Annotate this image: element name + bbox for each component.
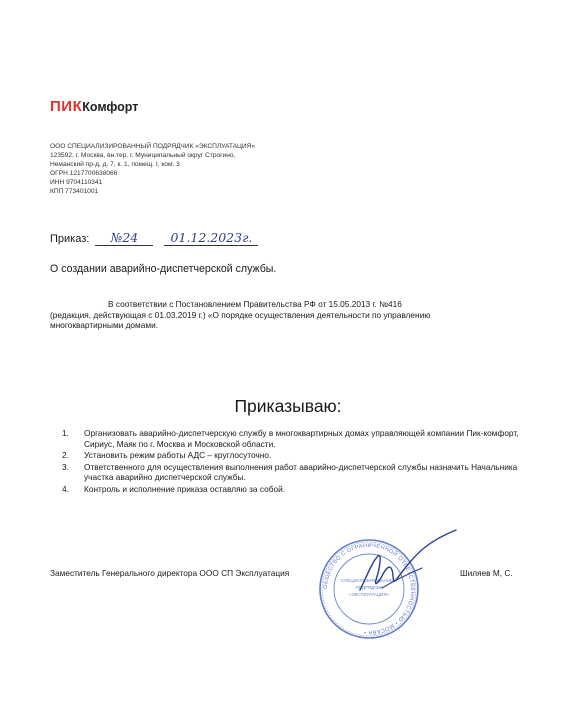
company-kpp: КПП 773401001 [50,187,99,195]
order-item [62,450,532,461]
basis-line-1: В соответствии с Постановлением Правительства РФ от 15.05.2013 г. №416 [108,299,402,309]
stamp-inner-text-1: СПЕЦИАЛИЗИРОВАННЫЙ [341,578,397,583]
handwritten-signature [352,528,460,608]
item-number: 4. [62,483,69,494]
order-line [50,230,258,246]
logo-brand-dark: Комфорт [82,100,139,114]
stamp-inner-text-3: «ЭКСПЛУАТАЦИЯ» [349,592,389,597]
company-address-1: 123592, г. Москва, вн.тер. г. Муниципальный округ Строгино, [50,151,236,159]
order-heading: Приказываю: [234,396,342,416]
stamp-inner-text-2: ПОДРЯДЧИК [355,585,383,590]
stamp-outer-text: ОБЩЕСТВО С ОГРАНИЧЕННОЙ ОТВЕТСТВЕННОСТЬЮ • МОСКВА • [322,542,416,636]
company-address-2: Неманский пр-д, д. 7, к. 1, помещ. I, ком. 3 [50,160,180,168]
item-text: Ответственного для осуществления выполнения работ аварийно-диспетчерской службы назначить Начальника участка аварийно диспетчерской службы. [84,461,518,483]
order-items [62,428,532,496]
order-subject: О создании аварийно-диспетчерской службы. [50,263,277,275]
basis-line-2: (редакция, действующая с 01.03.2019 г.) «О порядке осуществления деятельности по управлению [50,309,431,320]
company-details [50,143,255,196]
item-number: 1. [62,428,69,438]
item-number: 3. [62,461,69,472]
company-logo [50,98,138,115]
company-ogrn: ОГРН 1217700638066 [50,169,118,177]
order-date-line [164,230,258,246]
item-text: Контроль и исполнение приказа оставляю за собой. [84,483,286,494]
item-text: Организовать аварийно-диспетчерскую службу в многоквартирных домах управляющей компании Пик-комфорт, Сириус, Маяк по г. Москва и Московской области. [84,428,519,449]
order-label: Приказ: [50,233,90,245]
order-item [62,428,532,449]
item-text: Установить режим работы АДС – круглосуточно. [84,450,272,461]
signer-name: Шиляев М, С. [460,568,513,578]
signer-position: Заместитель Генерального директора ООО СП Эксплуатация [50,568,290,578]
basis-line-3: многоквартирными домами. [50,320,159,331]
order-item [62,462,532,483]
logo-brand-red: ПИК [50,98,83,115]
company-name: ООО СПЕЦИАЛИЗИРОВАННЫЙ ПОДРЯДЧИК «ЭКСПЛУАТАЦИЯ» [50,143,256,150]
order-item [62,484,532,495]
company-inn: ИНН 9704110341 [50,178,103,186]
order-date: 01.12.2023г. [170,230,253,245]
item-number: 2. [62,450,69,461]
order-number-line [95,230,153,246]
order-basis [50,299,530,331]
order-number: №24 [110,230,139,245]
